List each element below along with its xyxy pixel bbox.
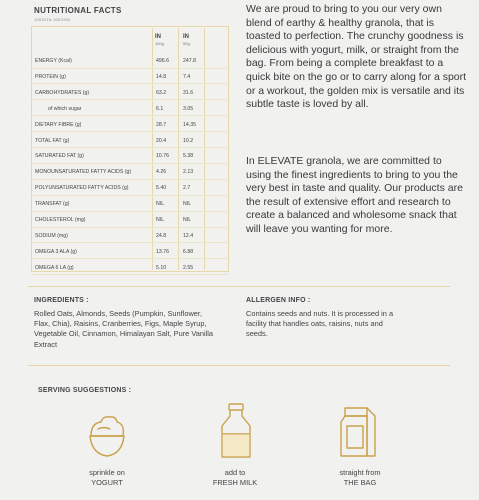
- nutrition-value-50g: 2.55: [183, 264, 194, 271]
- ingredients-text: Rolled Oats, Almonds, Seeds (Pumpkin, Sunflower, Flax, Chia), Raisins, Cranberries, Figs, Maple Syrup, Vegetable Oil, Cinnamon, Himalayan Salt, Pure Vanilla Extract: [34, 309, 213, 349]
- ingredients-heading: INGREDIENTS :: [34, 297, 89, 304]
- nutrition-row-divider: [31, 68, 229, 69]
- nutrition-row-label: DIETARY FIBRE (g): [35, 121, 82, 128]
- nutrition-value-50g: 6.88: [183, 248, 194, 255]
- milk-bottle-icon: [216, 402, 256, 465]
- nutrition-value-100g: NIL: [156, 201, 165, 208]
- nutrition-row-divider: [31, 131, 229, 132]
- serving-caption-yogurt: sprinkle on YOGURT: [89, 468, 125, 487]
- section-divider: [28, 286, 450, 287]
- nutrition-value-100g: 10.76: [156, 153, 169, 160]
- nutrition-value-50g: 5.38: [183, 153, 194, 160]
- nutrition-value-50g: NIL: [183, 201, 192, 208]
- intro-paragraph-1: We are proud to bring to you our very own blend of earthy & healthy granola, that is toasted to perfection. The crunchy goodness is delicious with yogurt, milk, or straight from the bag. From being a complete breakfast to a quick bite on the go or to carry along for a sport or a workout, the golden mix is versatile and its subtle taste is loved by all.: [246, 3, 467, 111]
- nutrition-value-50g: 2.13: [183, 169, 194, 176]
- nutrition-value-100g: 28.7: [156, 121, 167, 128]
- nutrition-row-label: TOTAL FAT (g): [35, 137, 70, 144]
- nutrition-row-divider: [31, 83, 229, 84]
- nutrition-value-100g: 5.40: [156, 185, 167, 192]
- intro-paragraph-2: In ELEVATE granola, we are committed to using the finest ingredients to bring to you the very best in taste and quality. Our products are the result of extensive effort and research to create a balanced and wholesome snack that will leave you wanting for more.: [246, 155, 463, 235]
- nutrition-row-label: TRANSFAT (g): [35, 201, 70, 208]
- nutrition-row-label: PROTEIN (g): [35, 73, 66, 80]
- nutrition-value-50g: 31.6: [183, 89, 194, 96]
- nutrition-row-divider: [31, 163, 229, 164]
- carton-bag-icon: [337, 404, 381, 465]
- nutrition-value-100g: 6.1: [156, 105, 164, 112]
- allergen-heading: ALLERGEN INFO :: [246, 297, 311, 304]
- nutrition-row-divider: [31, 211, 229, 212]
- nutrition-row-divider: [31, 227, 229, 228]
- nutrition-col2-header: IN 50g: [183, 34, 190, 46]
- nutrition-value-50g: 3.05: [183, 105, 194, 112]
- nutrition-row-label: OMEGA 3 ALA (g): [35, 248, 77, 255]
- nutrition-row-divider: [31, 274, 229, 275]
- nutrition-row-label: of which sugar: [48, 105, 82, 112]
- nutrition-row-label: ENERGY (Kcal): [35, 58, 72, 64]
- nutrition-row-label: CHOLESTEROL (mg): [35, 217, 86, 223]
- nutrition-value-100g: 5.10: [156, 264, 167, 271]
- nutrition-value-100g: 14.8: [156, 73, 167, 80]
- nutrition-row-label: POLYUNSATURATED FATTY ACIDS (g): [35, 185, 129, 192]
- nutrition-value-50g: 14.35: [183, 121, 196, 128]
- nutrition-row-label: MONOUNSATURATED FATTY ACIDS (g): [35, 169, 132, 176]
- nutrition-value-50g: 12.4: [183, 232, 194, 239]
- nutrition-row-label: OMEGA 6 LA (g): [35, 264, 74, 271]
- nutrition-row-label: CARBOHYDRATES (g): [35, 89, 90, 96]
- nutrition-row-divider: [31, 115, 229, 116]
- nutrition-row-divider: [31, 179, 229, 180]
- nutrition-row-divider: [31, 242, 229, 243]
- nutrition-value-100g: 24.8: [156, 232, 167, 239]
- nutrition-value-100g: 20.4: [156, 137, 167, 144]
- nutrition-row-divider: [31, 99, 229, 100]
- nutrition-value-100g: 13.76: [156, 248, 169, 255]
- serving-caption-bag: straight from THE BAG: [339, 468, 381, 487]
- nutrition-value-100g: NIL: [156, 217, 165, 223]
- nutrition-value-100g: 4.26: [156, 169, 167, 176]
- nutrition-value-100g: 63.2: [156, 89, 167, 96]
- nutrition-value-50g: NIL: [183, 217, 192, 223]
- nutrition-row-divider: [31, 258, 229, 259]
- serving-caption-milk: add to FRESH MILK: [212, 468, 258, 487]
- nutrition-title: NUTRITIONAL FACTS: [34, 6, 122, 15]
- nutrition-row-label: SODIUM (mg): [35, 232, 68, 239]
- yogurt-bowl-icon: [82, 410, 132, 465]
- nutrition-col1-header: IN 100g: [155, 34, 164, 46]
- nutrition-value-100g: 496.6: [156, 58, 169, 64]
- nutrition-value-50g: 10.2: [183, 137, 194, 144]
- nutrition-subtitle: 100G/TA 100G/50: [34, 17, 71, 22]
- serving-heading: SERVING SUGGESTIONS :: [38, 387, 132, 394]
- allergen-text: Contains seeds and nuts. It is processed in a facility that handles oats, raisins, nuts and seeds.: [246, 309, 394, 339]
- nutrition-column-divider: [178, 28, 179, 270]
- nutrition-column-divider: [152, 28, 153, 270]
- nutrition-value-50g: 7.4: [183, 73, 191, 80]
- nutrition-row-divider: [31, 195, 229, 196]
- nutrition-column-divider: [204, 28, 205, 270]
- nutrition-row-divider: [31, 147, 229, 148]
- nutrition-value-50g: 2.7: [183, 185, 191, 192]
- nutrition-row-label: SATURATED FAT (g): [35, 153, 84, 160]
- section-divider: [28, 365, 450, 366]
- nutrition-value-50g: 247.8: [183, 58, 196, 64]
